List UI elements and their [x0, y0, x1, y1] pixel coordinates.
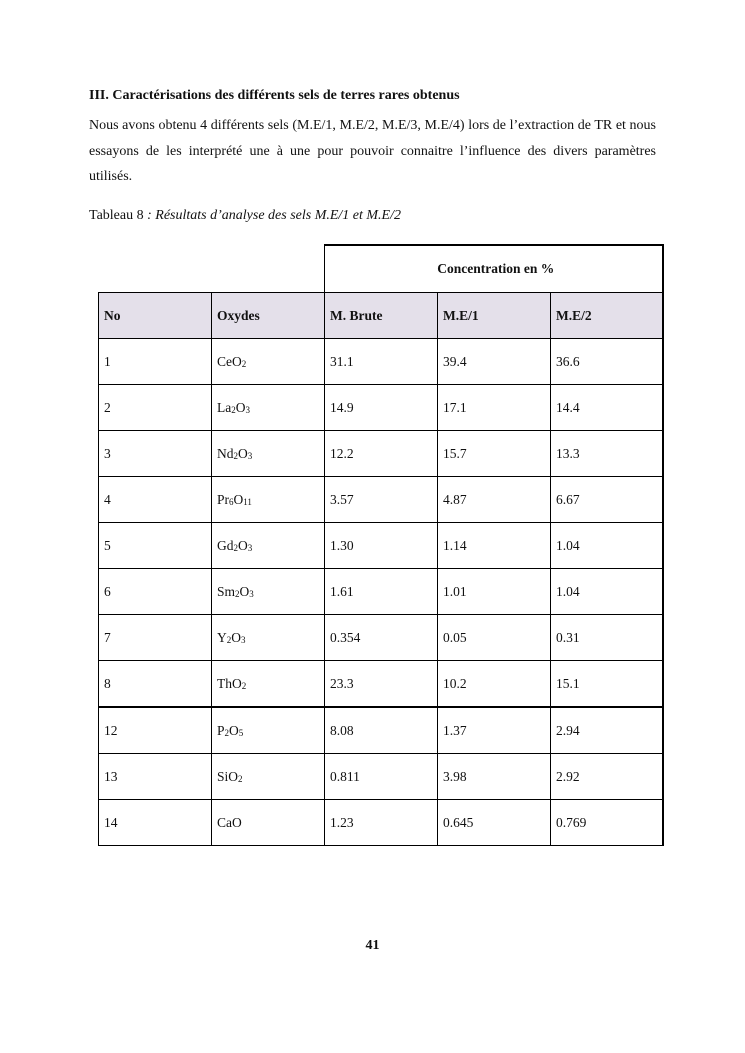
cell-no: 6 [99, 569, 212, 615]
cell-m-brute: 0.811 [325, 754, 438, 800]
cell-me1: 39.4 [438, 339, 551, 385]
cell-oxide: $P_2O_5$ [212, 707, 325, 754]
cell-oxide: $Gd_2O_3$ [212, 523, 325, 569]
cell-m-brute: 8.08 [325, 707, 438, 754]
cell-no: 14 [99, 800, 212, 846]
cell-me2: 13.3 [551, 431, 663, 477]
cell-no: 5 [99, 523, 212, 569]
cell-me2: 14.4 [551, 385, 663, 431]
cell-no: 3 [99, 431, 212, 477]
table-row [99, 615, 663, 661]
results-table [98, 244, 664, 846]
cell-me2: 1.04 [551, 569, 663, 615]
cell-me1: 3.98 [438, 754, 551, 800]
column-header-no: No [99, 293, 212, 339]
cell-oxide: $Sm_2O_3$ [212, 569, 325, 615]
cell-m-brute: 23.3 [325, 661, 438, 708]
cell-me1: 10.2 [438, 661, 551, 708]
cell-oxide: $La_2O_3$ [212, 385, 325, 431]
cell-me2: 36.6 [551, 339, 663, 385]
cell-oxide: ThO$_2$ [212, 661, 325, 708]
cell-m-brute: 3.57 [325, 477, 438, 523]
column-header-me2: M.E/2 [551, 293, 663, 339]
table-row [99, 339, 663, 385]
column-header-row [99, 293, 663, 339]
cell-m-brute: 31.1 [325, 339, 438, 385]
cell-me2: 15.1 [551, 661, 663, 708]
cell-oxide: SiO$_2$ [212, 754, 325, 800]
intro-paragraph: Nous avons obtenu 4 différents sels (M.E/1, M.E/2, M.E/3, M.E/4) lors de l’extraction de TR et nous essayons de les interprété une à une pour pouvoir connaitre l’influence des divers paramètres utilisés. [89, 118, 656, 184]
cell-no: 1 [99, 339, 212, 385]
cell-me2: 2.94 [551, 707, 663, 754]
cell-me2: 1.04 [551, 523, 663, 569]
cell-me1: 17.1 [438, 385, 551, 431]
cell-m-brute: 1.61 [325, 569, 438, 615]
section-heading: III. Caractérisations des différents sels de terres rares obtenus [89, 88, 460, 103]
caption-title: : Résultats d’analyse des sels M.E/1 et M.E/2 [143, 208, 402, 223]
table-row [99, 477, 663, 523]
cell-oxide: CeO$_2$ [212, 339, 325, 385]
concentration-header: Concentration en % [325, 245, 663, 293]
cell-m-brute: 14.9 [325, 385, 438, 431]
cell-m-brute: 1.30 [325, 523, 438, 569]
table-row [99, 523, 663, 569]
cell-oxide: $Nd_2O_3$ [212, 431, 325, 477]
table-row [99, 707, 663, 754]
table-row [99, 431, 663, 477]
cell-me1: 0.05 [438, 615, 551, 661]
cell-m-brute: 12.2 [325, 431, 438, 477]
table-row [99, 569, 663, 615]
cell-no: 13 [99, 754, 212, 800]
cell-m-brute: 0.354 [325, 615, 438, 661]
cell-oxide: $Pr_6O_{11}$ [212, 477, 325, 523]
cell-oxide: $Y_2O_3$ [212, 615, 325, 661]
cell-no: 12 [99, 707, 212, 754]
table-caption [89, 208, 649, 224]
cell-m-brute: 1.23 [325, 800, 438, 846]
cell-no: 7 [99, 615, 212, 661]
cell-no: 8 [99, 661, 212, 708]
page-number: 41 [365, 938, 380, 953]
cell-me1: 1.14 [438, 523, 551, 569]
cell-me2: 0.31 [551, 615, 663, 661]
blank-cell [99, 245, 212, 293]
cell-me1: 1.37 [438, 707, 551, 754]
cell-me1: 0.645 [438, 800, 551, 846]
cell-me1: 4.87 [438, 477, 551, 523]
cell-me2: 0.769 [551, 800, 663, 846]
table-row [99, 800, 663, 846]
blank-cell [212, 245, 325, 293]
cell-me1: 15.7 [438, 431, 551, 477]
cell-no: 2 [99, 385, 212, 431]
column-header-me1: M.E/1 [438, 293, 551, 339]
table-row [99, 385, 663, 431]
cell-no: 4 [99, 477, 212, 523]
table-row [99, 754, 663, 800]
table-row [99, 661, 663, 708]
column-header-m-brute: M. Brute [325, 293, 438, 339]
group-header-row [99, 245, 663, 293]
cell-oxide: CaO [212, 800, 325, 846]
cell-me2: 6.67 [551, 477, 663, 523]
cell-me2: 2.92 [551, 754, 663, 800]
caption-label: Tableau 8 [89, 208, 144, 223]
column-header-oxydes: Oxydes [212, 293, 325, 339]
cell-me1: 1.01 [438, 569, 551, 615]
